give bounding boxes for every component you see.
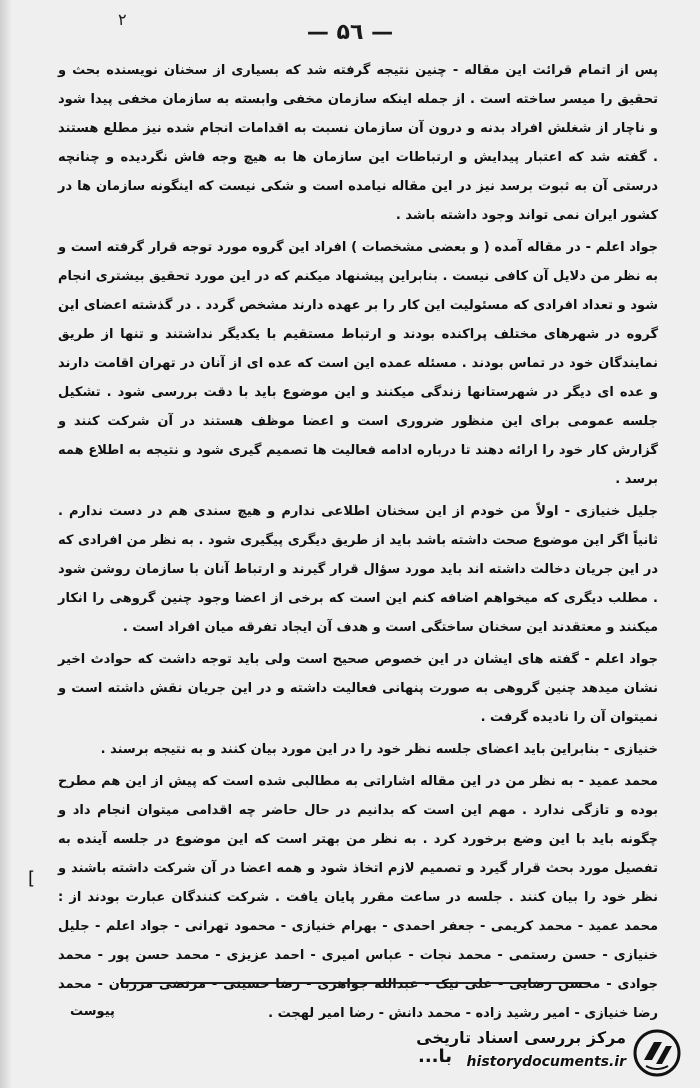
archive-website: historydocuments.ir bbox=[466, 1054, 626, 1070]
attachment-label: پیوست bbox=[70, 1004, 115, 1019]
scan-edge-shadow bbox=[0, 0, 12, 1088]
paragraph-intro: پس از اتمام قرائت این مقاله - چنین نتیجه گرفته شد که بسیاری از سخنان نویسنده بحث و تحقیق را میسر ساخته است . از جمله اینکه سازمان مخفی وابسته به سازمان مخفی پیدا شود و ناچار از شغلش افراد بدنه و درون آن سازمان نسبت به اقدامات انجام شده نیز مطلع هستند . گفته شد که اعتبار پیدایش و ارتباطات این سازمان ها به هیچ وجه فاش نگردیده و چنانچه درستی آن به ثبوت برسد نیز در این مقاله نیامده است و شکی نیست که اینگونه سازمان ها در کشور ایران نمی تواند وجود داشته باشد . bbox=[58, 63, 658, 223]
archive-logo-icon bbox=[632, 1028, 682, 1078]
document-body bbox=[58, 56, 658, 1028]
paragraph-javad-alam: جواد اعلم - در مقاله آمده ( و بعضی مشخصات ) افراد این گروه مورد توجه قرار گرفته است و به نظر من دلایل آن کافی نیست . بنابراین پیشنهاد میکنم که در این مورد تحقیق بیشتری انجام شود و تعداد افرادی که مسئولیت این کار را بر عهده دارند مشخص گردد . در گذشته اعضای این گروه در شهرهای مختلف پراکنده بودند و ارتباط مستقیم با یکدیگر نداشتند و تنها از طریق نمایندگان خود در تماس بودند . مسئله عمده این است که عده ای از آنان در تهران اقامت دارند و عده ای دیگر در شهرستانها زندگی میکنند و این موضوع باید با دقت بررسی شود . تشکیل جلسه عمومی برای این منظور ضروری است و اعضا موظف هستند در آن شرکت کنند و گزارش کار خود را ارائه دهند تا درباره ادامه فعالیت ها تصمیم گیری شود و نتیجه به اطلاع همه برسد . bbox=[58, 240, 658, 487]
page-number: — ۵٦ — bbox=[306, 20, 394, 45]
archive-institution-name: مرکز بررسی اسناد تاریخی bbox=[416, 1028, 626, 1047]
paragraph-javad-alam-reply: جواد اعلم - گفته های ایشان در این خصوص صحیح است ولی باید توجه داشت که حوادث اخیر نشان میدهد چنین گروهی به صورت پنهانی فعالیت داشته و در این جریان نقش داشته است و نمیتوان آن را نادیده گرفت . bbox=[58, 652, 658, 725]
paragraph-jalil-khonyazi: جلیل خنیازی - اولاً من خودم از این سخنان اطلاعی ندارم و هیچ سندی هم در دست ندارم . ثانیاً اگر این موضوع صحت داشته باشد باید از طریق دیگری پیگیری شود . به نظر من افرادی که در این جریان دخالت داشته اند باید مورد سؤال قرار گیرند و ارتباط آنان با سازمان روشن شود . مطلب دیگری که میخواهم اضافه کنم این است که برخی از اعضا وجود چنین گروهی را انکار میکنند و معتقدند این سخنان ساختگی است و هدف آن ایجاد تفرقه میان افراد است . bbox=[58, 504, 658, 635]
corner-mark: ۲ bbox=[118, 10, 127, 29]
paragraph-mohammad-amid: محمد عمید - به نظر من در این مقاله اشاراتی به مطالبی شده است که پیش از این هم مطرح بوده و تازگی ندارد . مهم این است که بدانیم در حال حاضر چه اقدامی میتوان انجام داد و چگونه باید با این وضع برخورد کرد . به نظر من بهتر است که این موضوع در جلسه آینده به تفصیل مورد بحث قرار گیرد و تصمیم لازم اتخاذ شود و همه اعضا در آن شرکت داشته باشند و نظر خود را بیان کنند . جلسه در ساعت مقرر پایان یافت . شرکت کنندگان عبارت بودند از : محمد عمید - محمد کریمی - جعفر احمدی - بهرام خنیازی - محمود تهرانی - جواد اعلم - جلیل خنیازی - حسن رستمی - محمد نجات - عباس امیری - احمد عزیزی - محمد حسن پور - محمد جوادی - محسن رضایی - علی نیک - عبدالله جواهری - رضا حسینی - مرتضی مرزبان - محمد رضا خنیازی - امیر رشید زاده - محمد دانش - رضا امیر لهجت . bbox=[58, 774, 658, 1021]
stamp-partial-text: با... bbox=[418, 1046, 453, 1067]
paragraph-khonyazi-reply: خنیازی - بنابراین باید اعضای جلسه نظر خود را در این مورد بیان کنند و به نتیجه برسند . bbox=[100, 742, 658, 757]
footer-divider bbox=[120, 982, 590, 984]
archive-watermark bbox=[400, 1026, 688, 1082]
margin-bracket-mark: [ bbox=[28, 868, 36, 889]
